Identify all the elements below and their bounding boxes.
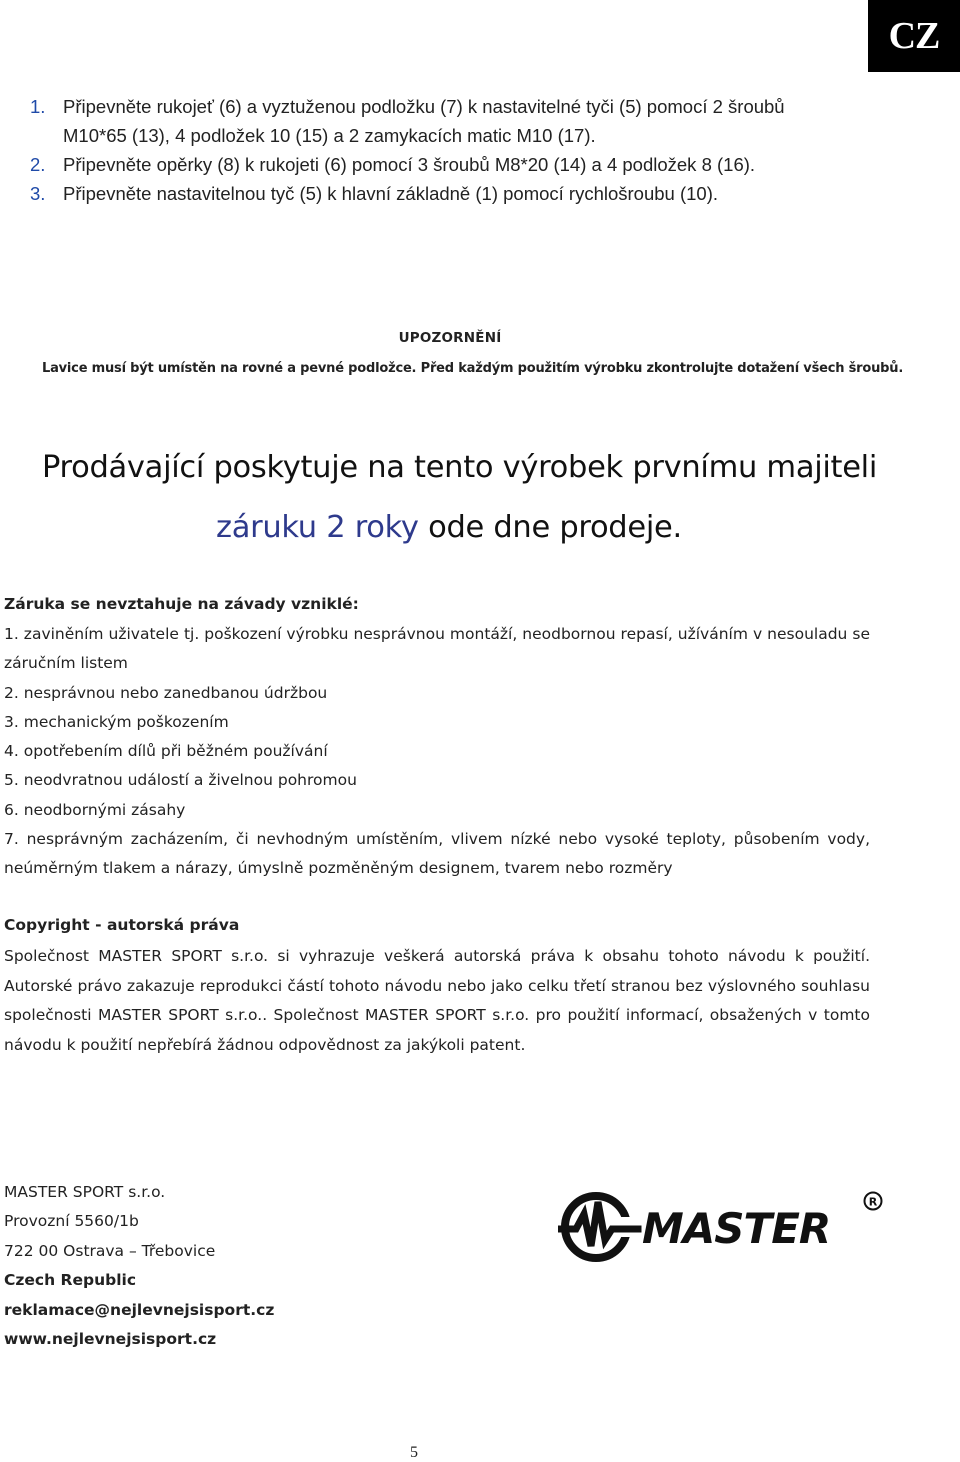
guarantee-period: záruku 2 roky	[216, 510, 419, 545]
step-text: Připevněte opěrky (8) k rukojeti (6) pomocí 3 šroubů M8*20 (14) a 4 podložek 8 (16).	[63, 154, 756, 175]
list-item: 2. nesprávnou nebo zanedbanou údržbou	[4, 683, 328, 702]
company-address	[4, 1178, 404, 1354]
master-logo	[558, 1188, 884, 1266]
assembly-steps	[30, 92, 830, 208]
website-link[interactable]: www.nejlevnejsisport.cz	[4, 1330, 217, 1349]
list-item: 6. neodbornými zásahy	[4, 800, 186, 819]
logo-wordmark: MASTER	[642, 1204, 831, 1253]
country-line: Czech Republic	[4, 1271, 137, 1290]
step-number: 2.	[30, 154, 46, 175]
street-line: Provozní 5560/1b	[4, 1212, 139, 1231]
page-number: 5	[410, 1444, 418, 1461]
assembly-step	[30, 150, 830, 179]
step-text: Připevněte nastavitelnou tyč (5) k hlavní základně (1) pomocí rychlošroubu (10).	[63, 183, 719, 204]
list-item: 4. opotřebením dílů při běžném používání	[4, 742, 328, 761]
step-number: 1.	[30, 96, 46, 117]
assembly-step	[30, 179, 830, 208]
list-item: 5. neodvratnou událostí a živelnou pohromou	[4, 771, 357, 790]
warranty-exclusions-list	[4, 620, 870, 884]
list-item: 7. nesprávným zacházením, či nevhodným umístěním, vlivem nízké nebo vysoké teploty, působením vody, neúměrným tlakem a nárazy, úmyslně pozměněným designem, tvarem nebo rozměry	[4, 830, 870, 878]
city-line: 722 00 Ostrava – Třebovice	[4, 1241, 216, 1260]
list-item: 1. zaviněním uživatele tj. poškození výrobku nesprávnou montáží, neodbornou repasí, užíváním v nesouladu se záručním listem	[4, 625, 870, 673]
svg-text:R: R	[868, 1195, 878, 1209]
step-number: 3.	[30, 183, 46, 204]
assembly-step	[30, 92, 830, 150]
language-badge: CZ	[868, 0, 960, 72]
guarantee-period-rest: ode dne prodeje.	[418, 510, 682, 545]
guarantee-period-line	[216, 510, 682, 545]
warning-text: Lavice musí být umístěn na rovné a pevné podložce. Před každým použitím výrobku zkontrolujte dotažení všech šroubů.	[42, 361, 904, 376]
guarantee-headline: Prodávající poskytuje na tento výrobek prvnímu majiteli	[42, 450, 878, 485]
warranty-exclusions-heading: Záruka se nevztahuje na závady vzniklé:	[4, 595, 359, 613]
warning-title: UPOZORNĚNÍ	[398, 330, 502, 346]
list-item: 3. mechanickým poškozením	[4, 712, 229, 731]
copyright-heading: Copyright - autorská práva	[4, 916, 240, 934]
copyright-text: Společnost MASTER SPORT s.r.o. si vyhrazuje veškerá autorská práva k obsahu tohoto návodu k použití. Autorské právo zakazuje reprodukci částí tohoto návodu nebo jako celku třetí stranou bez výslovného souhlasu společnosti MASTER SPORT s.r.o.. Společnost MASTER SPORT s.r.o. pro použití informací, obsažených v tomto návodu k použití nepřebírá žádnou odpovědnost za jakýkoli patent.	[4, 947, 870, 1054]
step-text: Připevněte rukojeť (6) a vyztuženou podložku (7) k nastavitelné tyči (5) pomocí 2 šroubů M10*65 (13), 4 podložek 10 (15) a 2 zamykacích matic M10 (17).	[63, 96, 785, 146]
company-name: MASTER SPORT s.r.o.	[4, 1183, 166, 1201]
email-link[interactable]: reklamace@nejlevnejsisport.cz	[4, 1300, 275, 1319]
